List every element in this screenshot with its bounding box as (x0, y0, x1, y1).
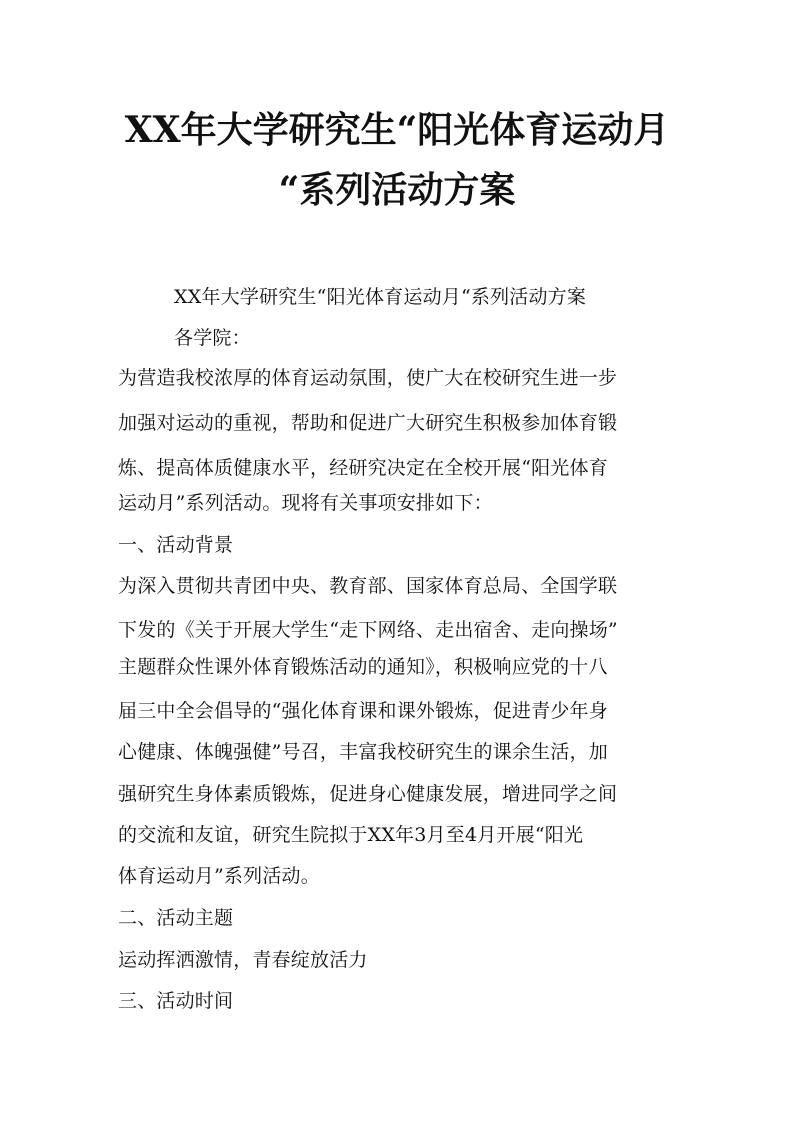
section-background-line: 的交流和友谊，研究生院拟于XX年3月至4月开展“阳光 (118, 824, 584, 846)
section-background-line: 为深入贯彻共青团中央、教育部、国家体育总局、全国学联 (118, 575, 618, 597)
section-background-line: 下发的《关于开展大学生“走下网络、走出宿舍、走向操场” (118, 619, 618, 641)
section-background-line: 强研究生身体素质锻炼，促进身心健康发展，增进同学之间 (118, 783, 618, 805)
document-subtitle: XX年大学研究生“阳光体育运动月“系列活动方案 (174, 286, 587, 308)
section-background-line: 心健康、体魄强健”号召，丰富我校研究生的课余生活，加 (118, 741, 608, 763)
intro-paragraph-line: 运动月”系列活动。现将有关事项安排如下： (118, 492, 493, 514)
section-theme-body: 运动挥洒激情，青春绽放活力 (118, 949, 368, 971)
intro-paragraph-line: 炼、提高体质健康水平，经研究决定在全校开展“阳光体育 (118, 457, 608, 479)
section-background-line: 届三中全会倡导的“强化体育课和课外锻炼，促进青少年身 (118, 700, 608, 722)
section-heading-time: 三、活动时间 (118, 990, 234, 1012)
section-background-line: 体育运动月”系列活动。 (118, 865, 320, 887)
section-heading-theme: 二、活动主题 (118, 907, 234, 929)
section-heading-background: 一、活动背景 (118, 534, 234, 556)
document-title-line-2: “系列活动方案 (278, 169, 516, 211)
intro-paragraph-line: 加强对运动的重视，帮助和促进广大研究生积极参加体育锻 (118, 412, 618, 434)
salutation: 各学院： (174, 327, 251, 349)
section-background-line: 主题群众性课外体育锻炼活动的通知》，积极响应党的十八 (118, 656, 608, 678)
document-title-line-1: XX年大学研究生“阳光体育运动月 (124, 109, 670, 151)
intro-paragraph-line: 为营造我校浓厚的体育运动氛围，使广大在校研究生进一步 (118, 367, 618, 389)
